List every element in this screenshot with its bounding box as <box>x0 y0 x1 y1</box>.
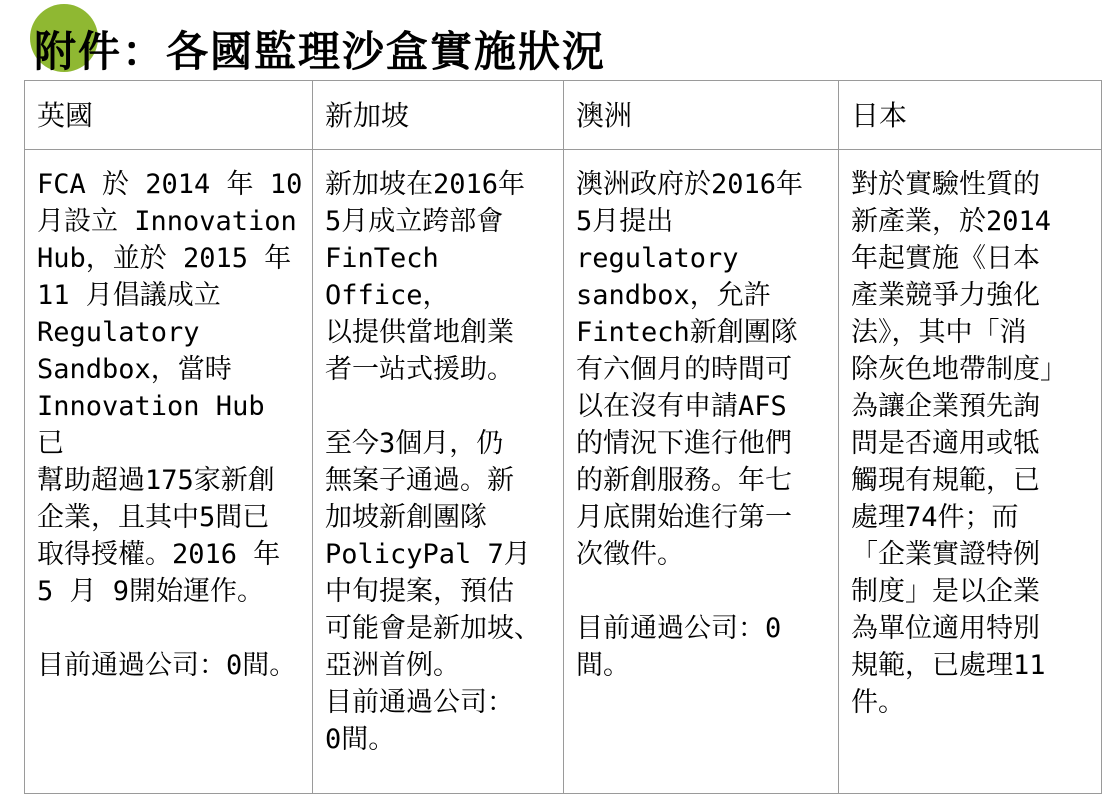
singapore-status: 至今3個月，仍 無案子通過。新 加坡新創團隊 PolicyPal 7月 中旬提案，預估 可能會是新加坡、 亞洲首例。 目前通過公司： 0間。 <box>325 428 541 755</box>
header-singapore: 新加坡 <box>313 81 564 150</box>
page-title: 附件：各國監理沙盒實施狀況 <box>34 27 607 76</box>
japan-description: 對於實驗性質的 新產業，於2014 年起實施《日本 產業競爭力強化 法》，其中「消 除灰色地帶制度」 為讓企業預先詢 問是否適用或牴 觸現有規範，已 處理74件；而 「企業實證特例 制度」是以企業 為單位適用特別 規範，已處理11 件。 <box>851 169 1067 718</box>
header-japan: 日本 <box>839 81 1102 150</box>
uk-description: FCA 於 2014 年 10 月設立 Innovation Hub，並於 2015 年 11 月倡議成立 Regulatory Sandbox，當時 Innovation Hub 已 幫助超過175家新創 企業，且其中5間已 取得授權。2016 年 5 月 9開始運作。 <box>37 169 303 607</box>
sandbox-comparison-table <box>24 80 1102 794</box>
header-australia: 澳洲 <box>564 81 839 150</box>
singapore-description: 新加坡在2016年 5月成立跨部會 FinTech Office， 以提供當地創業 者一站式援助。 <box>325 169 526 385</box>
uk-approved-count: 目前通過公司：0間。 <box>37 650 297 681</box>
header-uk: 英國 <box>25 81 313 150</box>
cell-australia <box>564 150 839 794</box>
cell-japan <box>839 150 1102 794</box>
table-header-row <box>25 81 1102 150</box>
cell-uk <box>25 150 313 794</box>
table-body-row <box>25 150 1102 794</box>
australia-description: 澳洲政府於2016年 5月提出 regulatory sandbox，允許 Fintech新創團隊 有六個月的時間可 以在沒有申請AFS 的情況下進行他們 的新創服務。年七 月底開始進行第一 次徵件。 <box>576 169 804 570</box>
australia-approved-count: 目前通過公司：0 間。 <box>576 613 782 681</box>
cell-singapore <box>313 150 564 794</box>
